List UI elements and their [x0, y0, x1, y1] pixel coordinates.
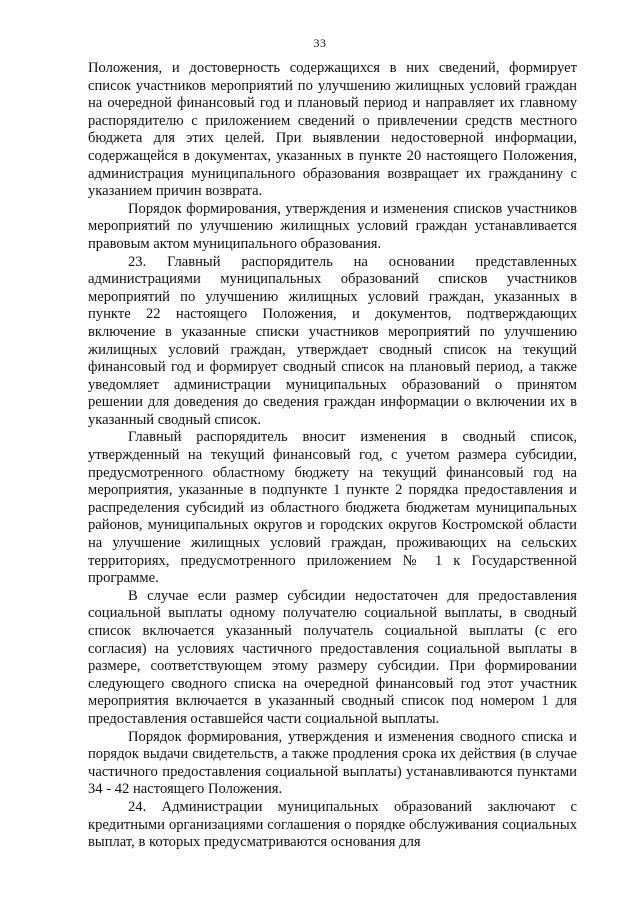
paragraph-changes-to-list: Главный распорядитель вносит изменения в сводный список, утвержденный на текущий финансовый год, с учетом размера субсидии, предусмотренного областному бюджету на текущий финансовый год на мероприятия, указанные в подпункте 1 пункте 2 порядка предоставления и распределения субсидий из областного бюджета бюджетам муниципальных районов, муниципальных округов и городских округов Костромской области на улучшение жилищных условий граждан, проживающих на сельских территориях, предусмотренного приложением № 1 к Государственной программе.: [88, 429, 577, 587]
paragraph-item-24: 24. Администрации муниципальных образований заключают с кредитными организациями соглашения о порядке обслуживания социальных выплат, в которых предусматриваются основания для: [88, 798, 577, 851]
document-body: [88, 60, 577, 852]
paragraph-list-procedure: Порядок формирования, утверждения и изменения списков участников мероприятий по улучшению жилищных условий граждан устанавливается правовым актом муниципального образования.: [88, 200, 577, 252]
paragraph-continuation: Положения, и достоверность содержащихся в них сведений, формирует список участников мероприятий по улучшению жилищных условий граждан на очередной финансовый год и плановый период и направляет их главному распорядителю с приложением сведений о привлечении средств местного бюджета для этих целей. При выявлении недостоверной информации, содержащейся в документах, указанных в пункте 20 настоящего Положения, администрация муниципального образования возвращает их гражданину с указанием причин возврата.: [88, 60, 577, 200]
paragraph-insufficient-subsidy: В случае если размер субсидии недостаточен для предоставления социальной выплаты одному получателю социальной выплаты, в сводный список включается указанный получатель социальной выплаты (с его согласия) на условиях частичного предоставления социальной выплаты в размере, соответствующем этому размеру субсидии. При формировании следующего сводного списка на очередной финансовый год этот участник мероприятия включается в указанный сводный список под номером 1 для предоставления оставшейся части социальной выплаты.: [88, 587, 577, 727]
paragraph-summary-list-procedure: Порядок формирования, утверждения и изменения сводного списка и порядок выдачи свидетельств, а также продления срока их действия (в случае частичного предоставления социальной выплаты) устанавливаются пунктами 34 - 42 настоящего Положения.: [88, 728, 577, 798]
page-number: 33: [313, 36, 327, 50]
paragraph-item-23: 23. Главный распорядитель на основании представленных администрациями муниципальных образований списков участников мероприятий по улучшению жилищных условий граждан, указанных в пункте 22 настоящего Положения, и документов, подтверждающих включение в указанные списки участников мероприятий по улучшению жилищных условий граждан, утверждает сводный список на текущий финансовый год и формирует сводный список на плановый период, а также уведомляет администрации муниципальных образований о принятом решении для доведения до сведения граждан информации о включении их в указанный сводный список.: [88, 253, 577, 428]
